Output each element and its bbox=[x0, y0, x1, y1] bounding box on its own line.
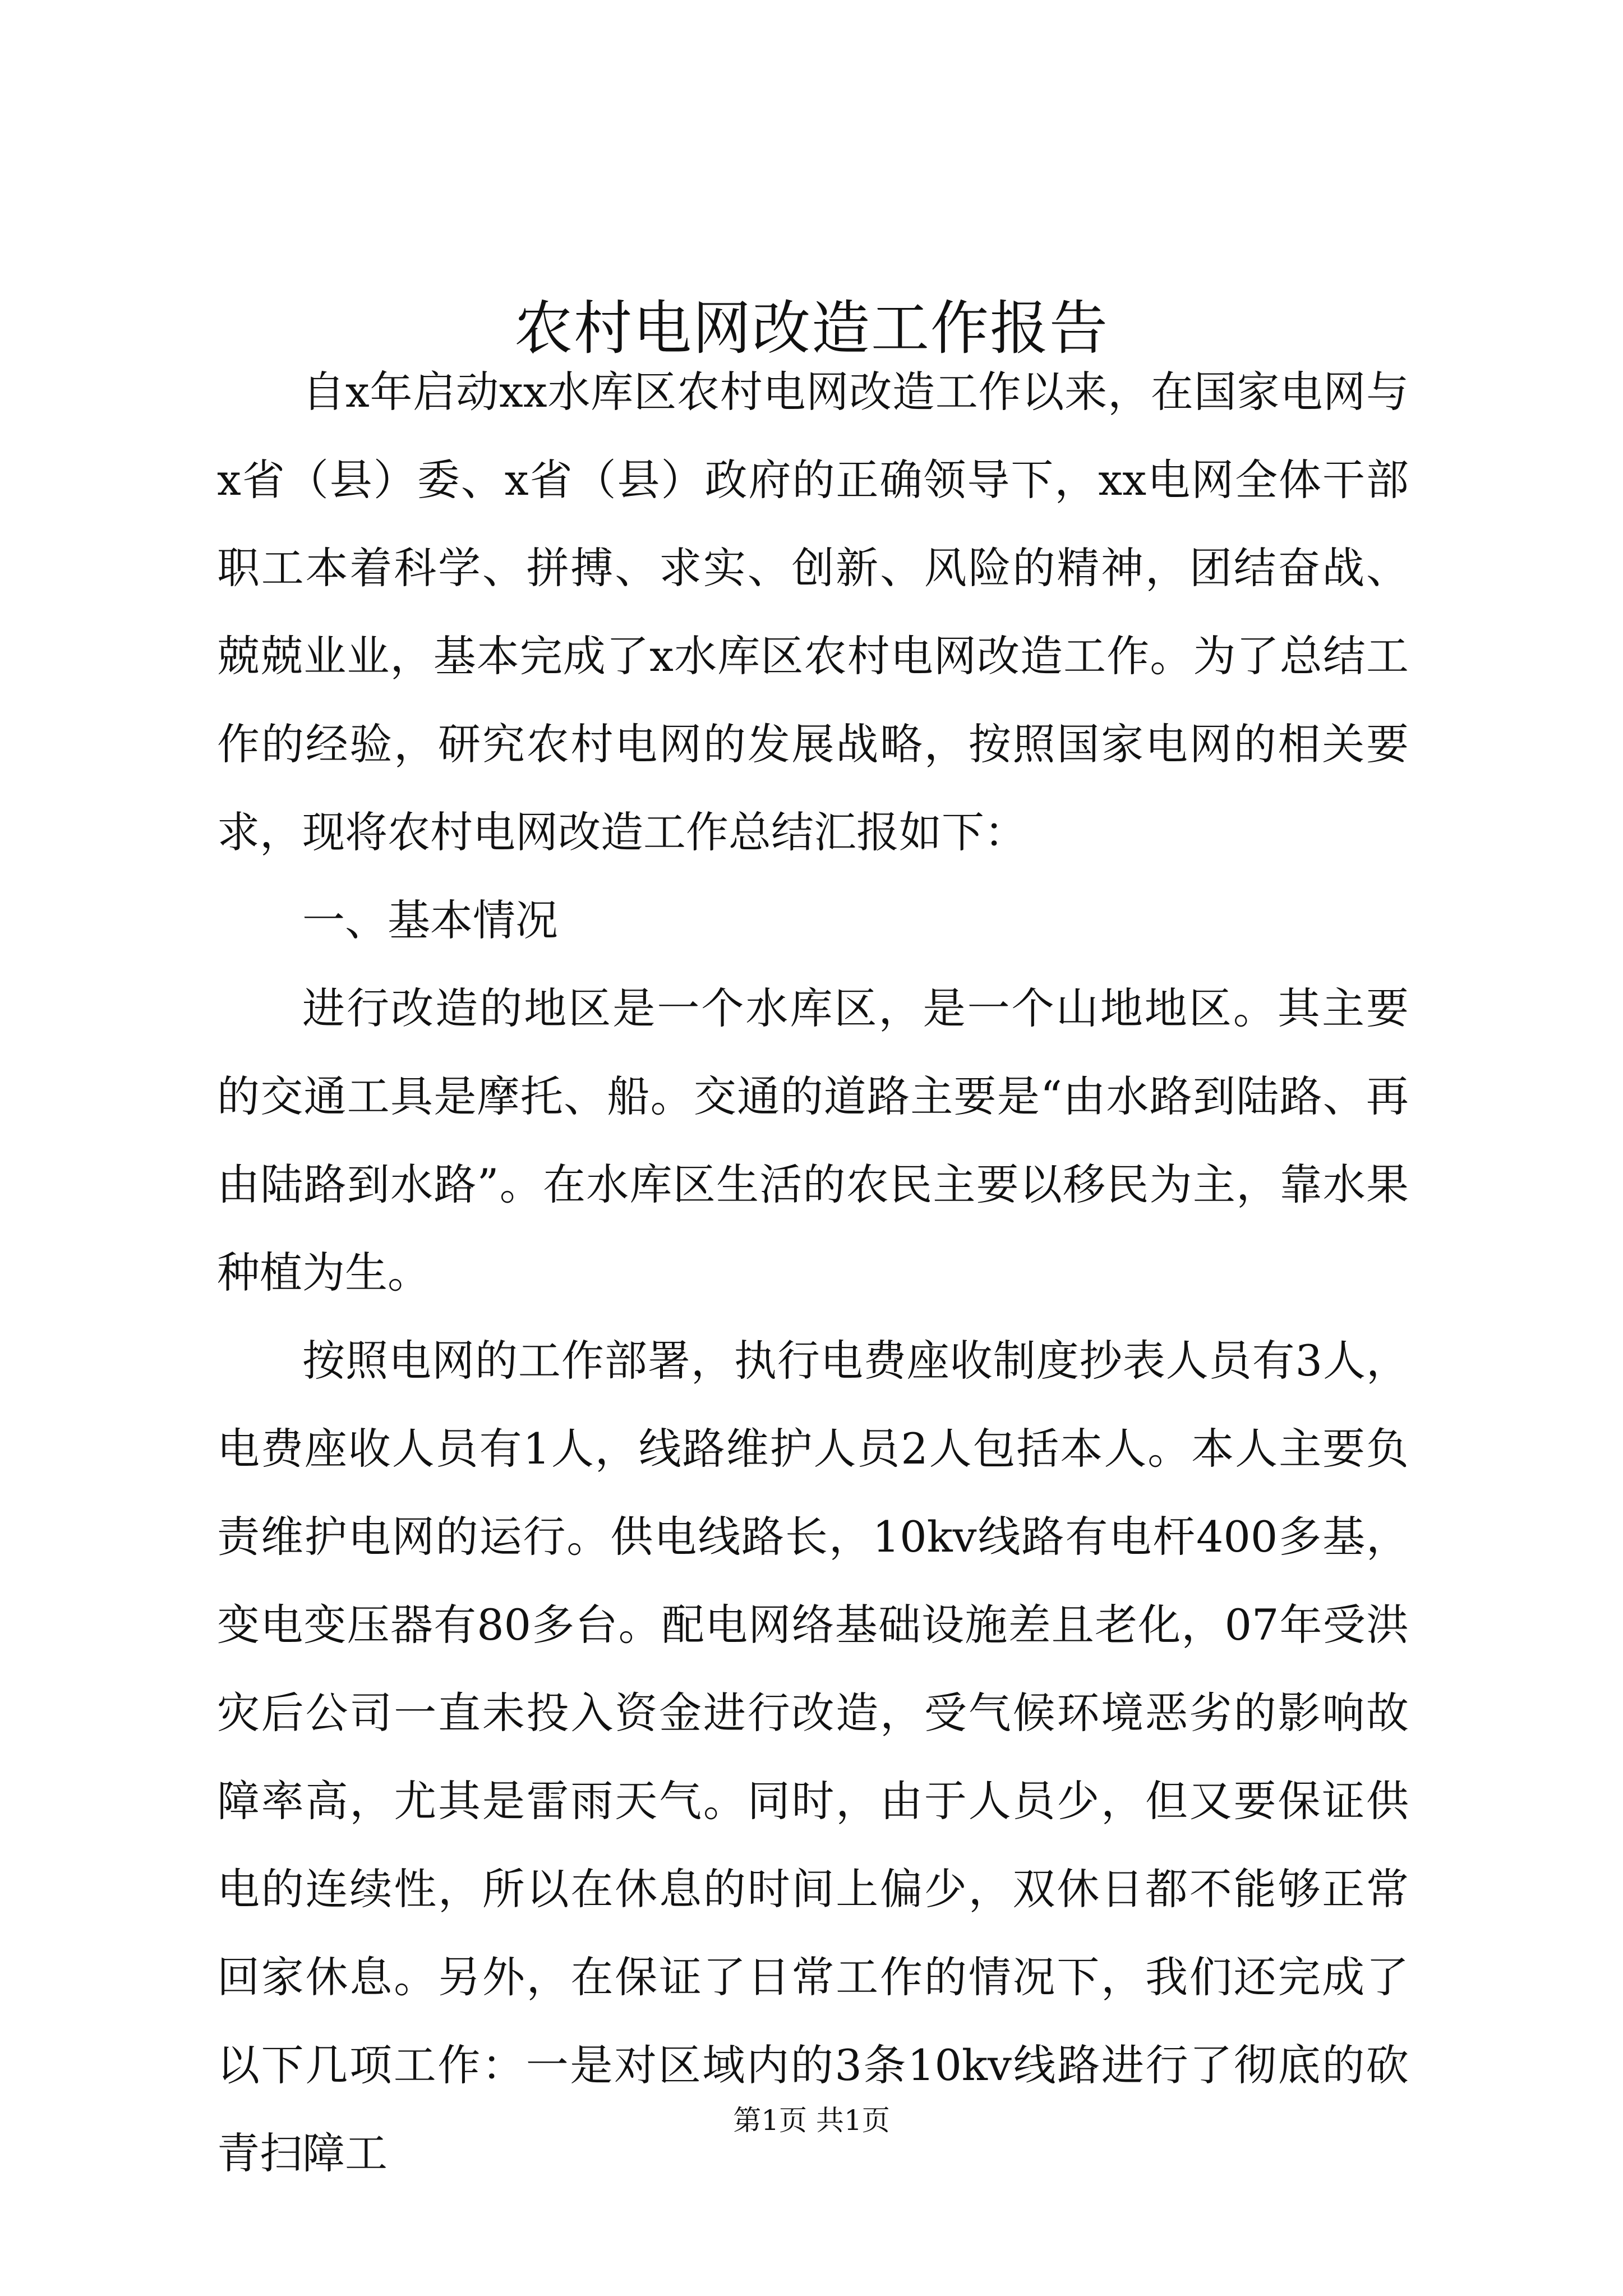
paragraph-work-deployment: 按照电网的工作部署，执行电费座收制度抄表人员有3人，电费座收人员有1人，线路维护人员2人包括本人。本人主要负责维护电网的运行。供电线路长，10kv线路有电杆400多基，变电变压器有80多台。配电网络基础设施差且老化，07年受洪灾后公司一直未投入资金进行改造，受气候环境恶劣的影响故障率高，尤其是雷雨天气。同时，由于人员少，但又要保证供电的连续性，所以在休息的时间上偏少，双休日都不能够正常回家休息。另外，在保证了日常工作的情况下，我们还完成了以下几项工作：一是对区域内的3条10kv线路进行了彻底的砍青扫障工 bbox=[217, 1336, 1409, 2178]
page-footer: 第1页 共1页 bbox=[733, 2104, 890, 2137]
paragraph-region-description: 进行改造的地区是一个水库区，是一个山地地区。其主要的交通工具是摩托、船。交通的道路主要是“由水路到陆路、再由陆路到水路”。在水库区生活的农民主要以移民为主，靠水果种植为生。 bbox=[217, 983, 1409, 1297]
paragraph-intro: 自x年启动xx水库区农村电网改造工作以来，在国家电网与x省（县）委、x省（县）政府的正确领导下，xx电网全体干部职工本着科学、拼搏、求实、创新、风险的精神，团结奋战、兢兢业业，基本完成了x水库区农村电网改造工作。为了总结工作的经验，研究农村电网的发展战略，按照国家电网的相关要求，现将农村电网改造工作总结汇报如下： bbox=[217, 367, 1409, 857]
document-title: 农村电网改造工作报告 bbox=[514, 294, 1109, 362]
section-heading-basic-situation: 一、基本情况 bbox=[302, 895, 558, 945]
document-body bbox=[217, 348, 1409, 2197]
